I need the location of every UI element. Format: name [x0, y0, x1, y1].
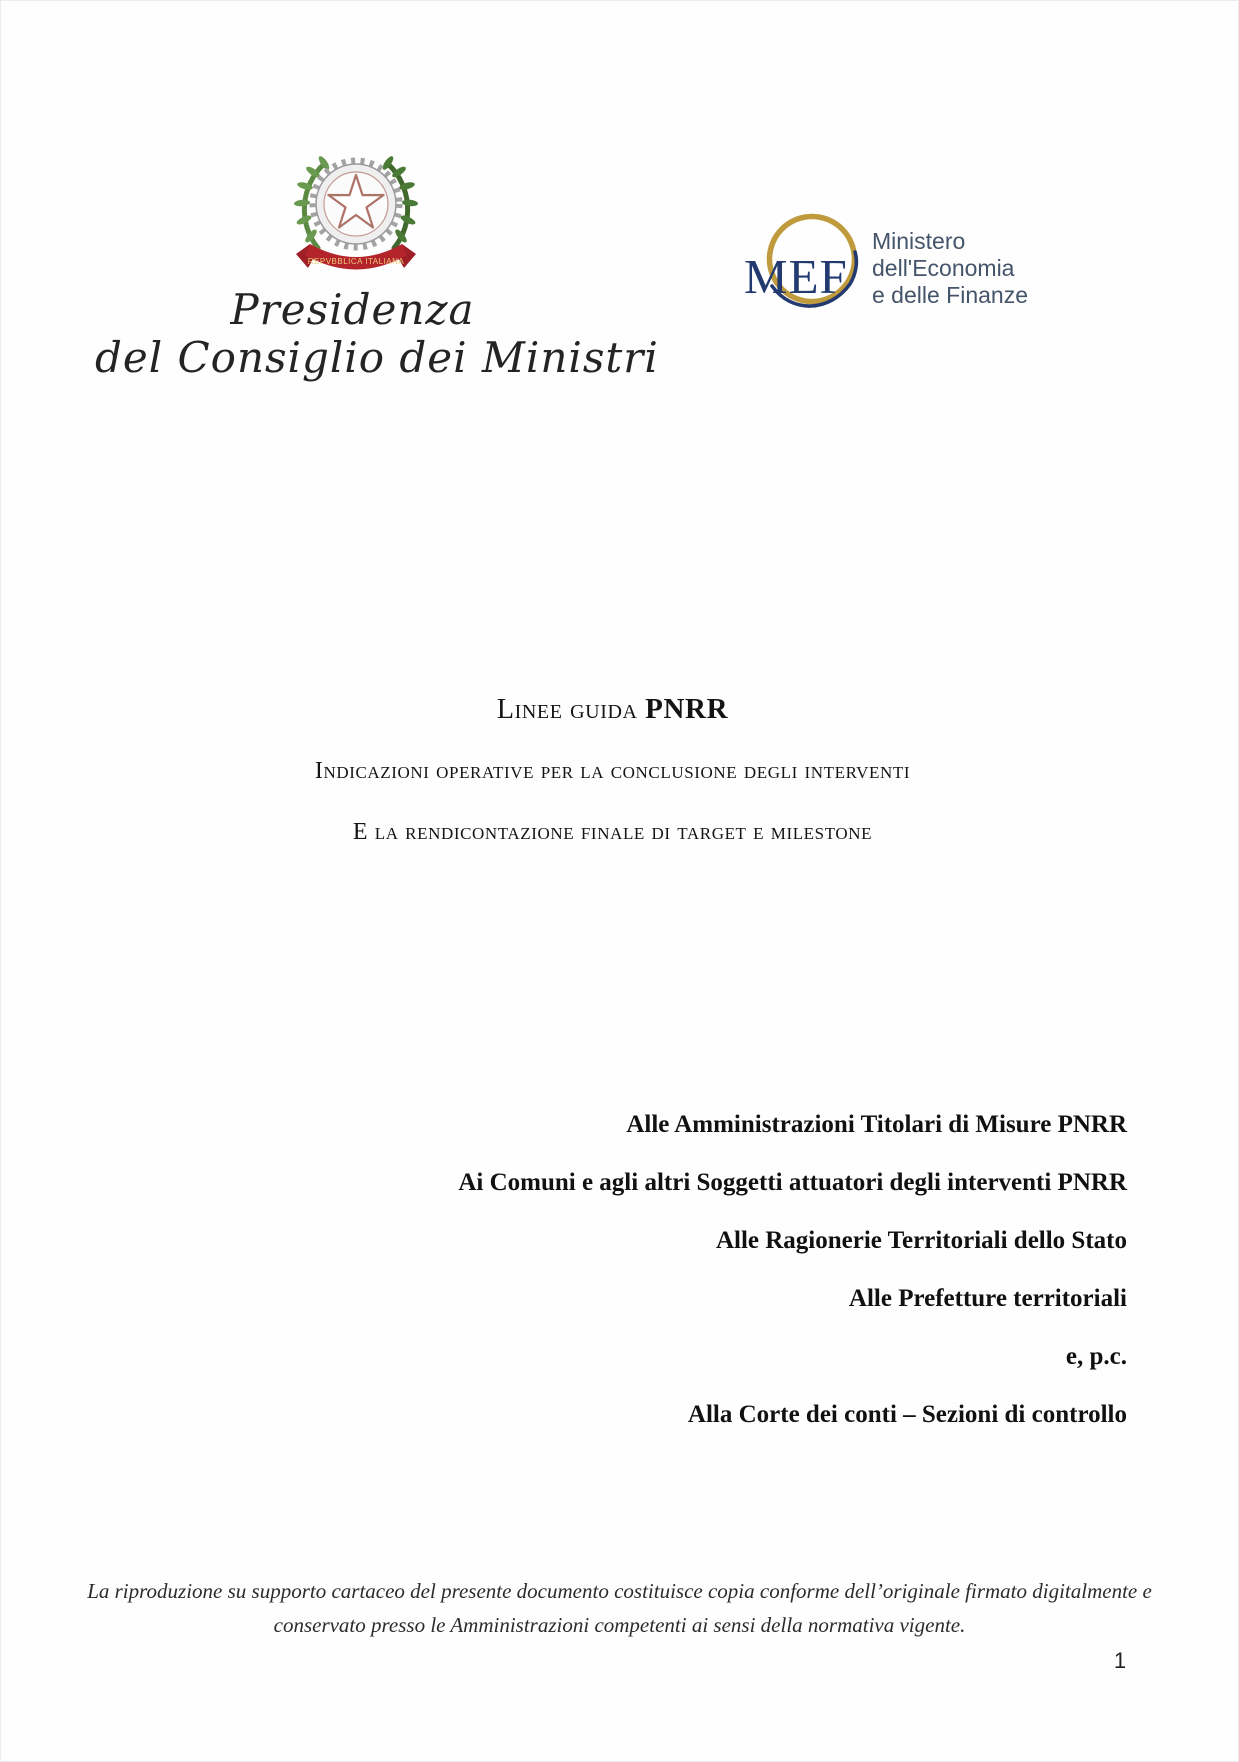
document-title-text: Linee guida: [496, 694, 638, 725]
mef-ministry-line2: dell'Economia: [872, 255, 1015, 281]
recipient-line: Ai Comuni e agli altri Soggetti attuatori degli interventi PNRR: [458, 1169, 1127, 1196]
page-number: 1: [1113, 1648, 1127, 1673]
conformity-note-line2: conservato presso le Amministrazioni competenti ai sensi della normativa vigente.: [273, 1613, 966, 1637]
recipient-line: Alla Corte dei conti – Sezioni di controllo: [687, 1401, 1127, 1428]
recipient-line: e, p.c.: [1065, 1343, 1127, 1370]
italian-republic-emblem-icon: [288, 144, 424, 286]
recipients-block: [95, 1096, 1127, 1444]
document-title-pnrr: PNRR: [645, 693, 729, 725]
presidenza-wordmark: [95, 285, 659, 382]
mef-ministry-name: [872, 228, 1028, 309]
document-subtitle-line2: E la rendicontazione finale di target e milestone: [352, 819, 873, 845]
recipient-line: Alle Prefetture territoriali: [848, 1285, 1127, 1312]
recipient-line: Alle Amministrazioni Titolari di Misure PNRR: [626, 1111, 1127, 1138]
presidenza-line2: del Consiglio dei Ministri: [95, 333, 659, 382]
conformity-note-line1: La riproduzione su supporto cartaceo del presente documento costituisce copia conforme dell’originale firmato digitalmente e: [87, 1579, 1152, 1603]
ribbon-text: REPVBBLICA ITALIANA: [307, 257, 405, 266]
presidenza-line1: Presidenza: [230, 285, 475, 334]
document-title: [95, 692, 1130, 727]
mef-acronym: MEF: [744, 249, 848, 304]
document-subtitle-line1: Indicazioni operative per la conclusione degli interventi: [314, 758, 911, 784]
mef-logo: [740, 198, 1160, 323]
mef-ministry-line1: Ministero: [872, 228, 966, 254]
mef-ministry-line3: e delle Finanze: [872, 282, 1028, 308]
conformity-note: [0, 1574, 1239, 1642]
recipient-line: Alle Ragionerie Territoriali dello Stato: [715, 1227, 1127, 1254]
